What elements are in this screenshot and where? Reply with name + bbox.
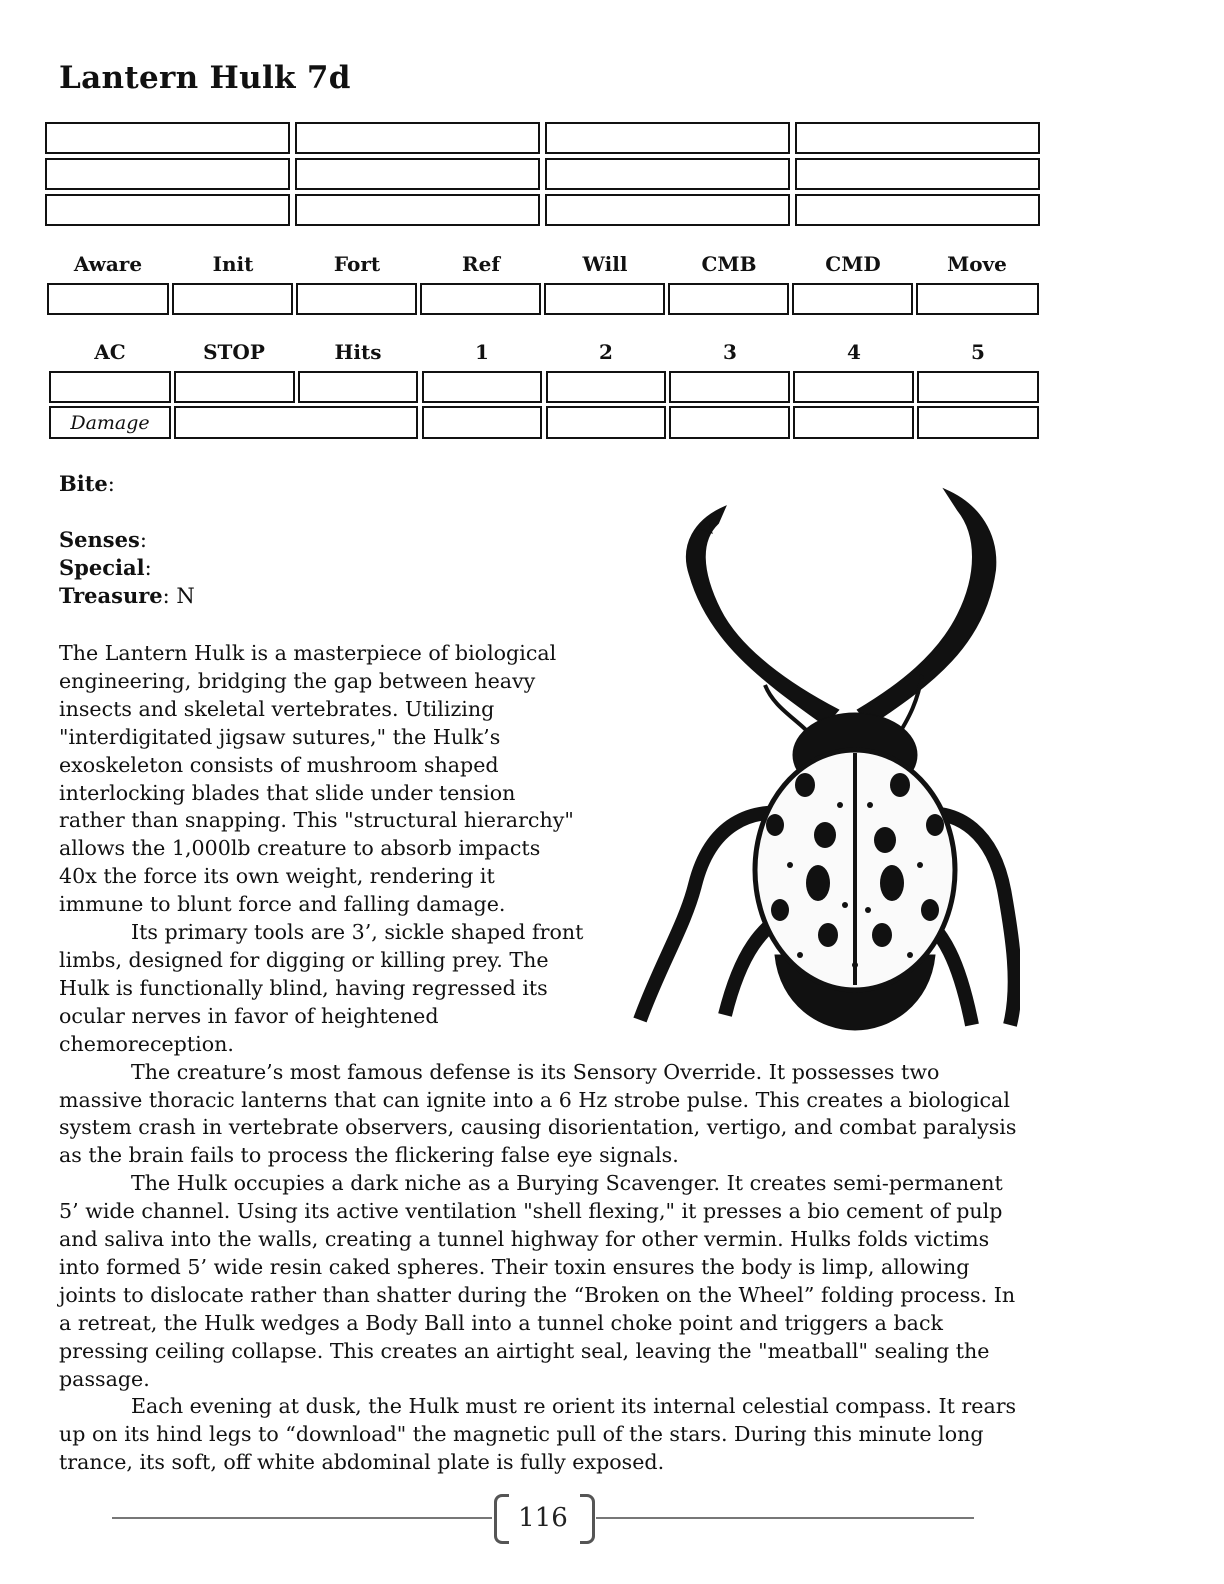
stat-box-5[interactable]	[917, 371, 1039, 403]
stat-label-1: 1	[475, 340, 489, 364]
page-bracket-right	[580, 1494, 595, 1544]
stat-box-aware[interactable]	[47, 283, 169, 315]
footer-rule-left	[112, 1517, 492, 1519]
stat-label-ac: AC	[94, 340, 126, 364]
stat-label-hits: Hits	[334, 340, 382, 364]
stat-label-cmb: CMB	[701, 252, 757, 276]
stat-box-fort[interactable]	[296, 283, 417, 315]
footer-rule-right	[596, 1517, 974, 1519]
blank-cell[interactable]	[295, 194, 540, 226]
field-senses: Senses:	[59, 527, 147, 552]
stat-label-will: Will	[582, 252, 628, 276]
page-number: 116	[518, 1503, 568, 1533]
stat-label-2: 2	[599, 340, 613, 364]
stat-label-3: 3	[723, 340, 737, 364]
damage-label: Damage	[49, 406, 171, 439]
stat-box-3[interactable]	[669, 371, 790, 403]
stat-label-5: 5	[971, 340, 985, 364]
field-label-senses: Senses	[59, 527, 140, 552]
stat-label-aware: Aware	[73, 252, 143, 276]
stat-label-ref: Ref	[462, 252, 500, 276]
stat-box-will[interactable]	[544, 283, 665, 315]
blank-cell[interactable]	[795, 158, 1040, 190]
field-bite: Bite:	[59, 471, 115, 496]
damage-box-3[interactable]	[669, 406, 790, 439]
field-special: Special:	[59, 555, 152, 580]
stat-box-cmd[interactable]	[792, 283, 913, 315]
stat-box-init[interactable]	[172, 283, 293, 315]
description-paragraph: The creature’s most famous defense is its Sensory Override. It possesses two massive thoracic lanterns that can ignite into a 6 Hz strobe pulse. This creates a biological system crash in vertebrate observers, causing disorientation, vertigo, and combat paralysis as the brain fails to process the flickering false eye signals.	[59, 1059, 1017, 1168]
page-footer	[112, 1490, 974, 1546]
description-paragraph: The Lantern Hulk is a masterpiece of biological engineering, bridging the gap between heavy insects and skeletal vertebrates. Utilizing "interdigitated jigsaw sutures," the Hulk’s exoskeleton consists of mushroom shaped interlocking blades that slide under tension rather than snapping. This "structural hierarchy" allows the 1,000lb creature to absorb impacts 40x the force its own weight, rendering it immune to blunt force and falling damage.	[59, 641, 574, 917]
stat-label-4: 4	[847, 340, 861, 364]
field-label-bite: Bite	[59, 471, 108, 496]
stat-box-cmb[interactable]	[668, 283, 789, 315]
damage-box-main[interactable]	[174, 406, 418, 439]
stat-box-move[interactable]	[916, 283, 1039, 315]
blank-cell[interactable]	[545, 158, 790, 190]
page-title: Lantern Hulk 7d	[59, 60, 351, 96]
description-paragraph: Its primary tools are 3’, sickle shaped front limbs, designed for digging or killing prey. The Hulk is functionally blind, having regressed its ocular nerves in favor of heightened chemoreception.	[59, 920, 584, 1056]
stat-box-stop[interactable]	[174, 371, 295, 403]
stat-label-init: Init	[212, 252, 254, 276]
blank-cell[interactable]	[295, 122, 540, 154]
stat-box-4[interactable]	[793, 371, 914, 403]
field-label-special: Special	[59, 555, 145, 580]
description-paragraph: The Hulk occupies a dark niche as a Burying Scavenger. It creates semi-permanent 5’ wide channel. Using its active ventilation "shell flexing," it presses a bio cement of pulp and saliva into the walls, creating a tunnel highway for other vermin. Hulks folds victims into formed 5’ wide resin caked spheres. Their toxin ensures the body is limp, allowing joints to dislocate rather than shatter during the “Broken on the Wheel” folding process. In a retreat, the Hulk wedges a Body Ball into a tunnel choke point and triggers a back pressing ceiling collapse. This creates an airtight seal, leaving the "meatball" sealing the passage.	[59, 1171, 1016, 1391]
stat-box-ref[interactable]	[420, 283, 541, 315]
creature-fields	[59, 470, 619, 610]
stat-label-move: Move	[947, 252, 1007, 276]
blank-cell[interactable]	[45, 194, 290, 226]
stat-label-cmd: CMD	[825, 252, 881, 276]
damage-box-4[interactable]	[793, 406, 914, 439]
blank-cell[interactable]	[45, 122, 290, 154]
damage-box-2[interactable]	[546, 406, 666, 439]
field-value-treasure: N	[176, 584, 195, 608]
damage-box-1[interactable]	[422, 406, 542, 439]
stat-label-stop: STOP	[203, 340, 265, 364]
stat-box-2[interactable]	[546, 371, 666, 403]
stat-box-hits[interactable]	[298, 371, 418, 403]
blank-cell[interactable]	[795, 122, 1040, 154]
blank-cell[interactable]	[795, 194, 1040, 226]
stat-box-ac[interactable]	[49, 371, 171, 403]
field-treasure: Treasure: N	[59, 583, 195, 608]
stat-box-1[interactable]	[422, 371, 542, 403]
damage-box-5[interactable]	[917, 406, 1039, 439]
blank-cell[interactable]	[545, 122, 790, 154]
blank-cell[interactable]	[295, 158, 540, 190]
blank-cell[interactable]	[545, 194, 790, 226]
description-paragraph: Each evening at dusk, the Hulk must re orient its internal celestial compass. It rears up on its hind legs to “download" the magnetic pull of the stars. During this minute long trance, its soft, off white abdominal plate is fully exposed.	[59, 1394, 1017, 1475]
blank-cell[interactable]	[45, 158, 290, 190]
stat-label-fort: Fort	[333, 252, 381, 276]
creature-description	[59, 640, 1019, 1477]
field-label-treasure: Treasure	[59, 583, 163, 608]
